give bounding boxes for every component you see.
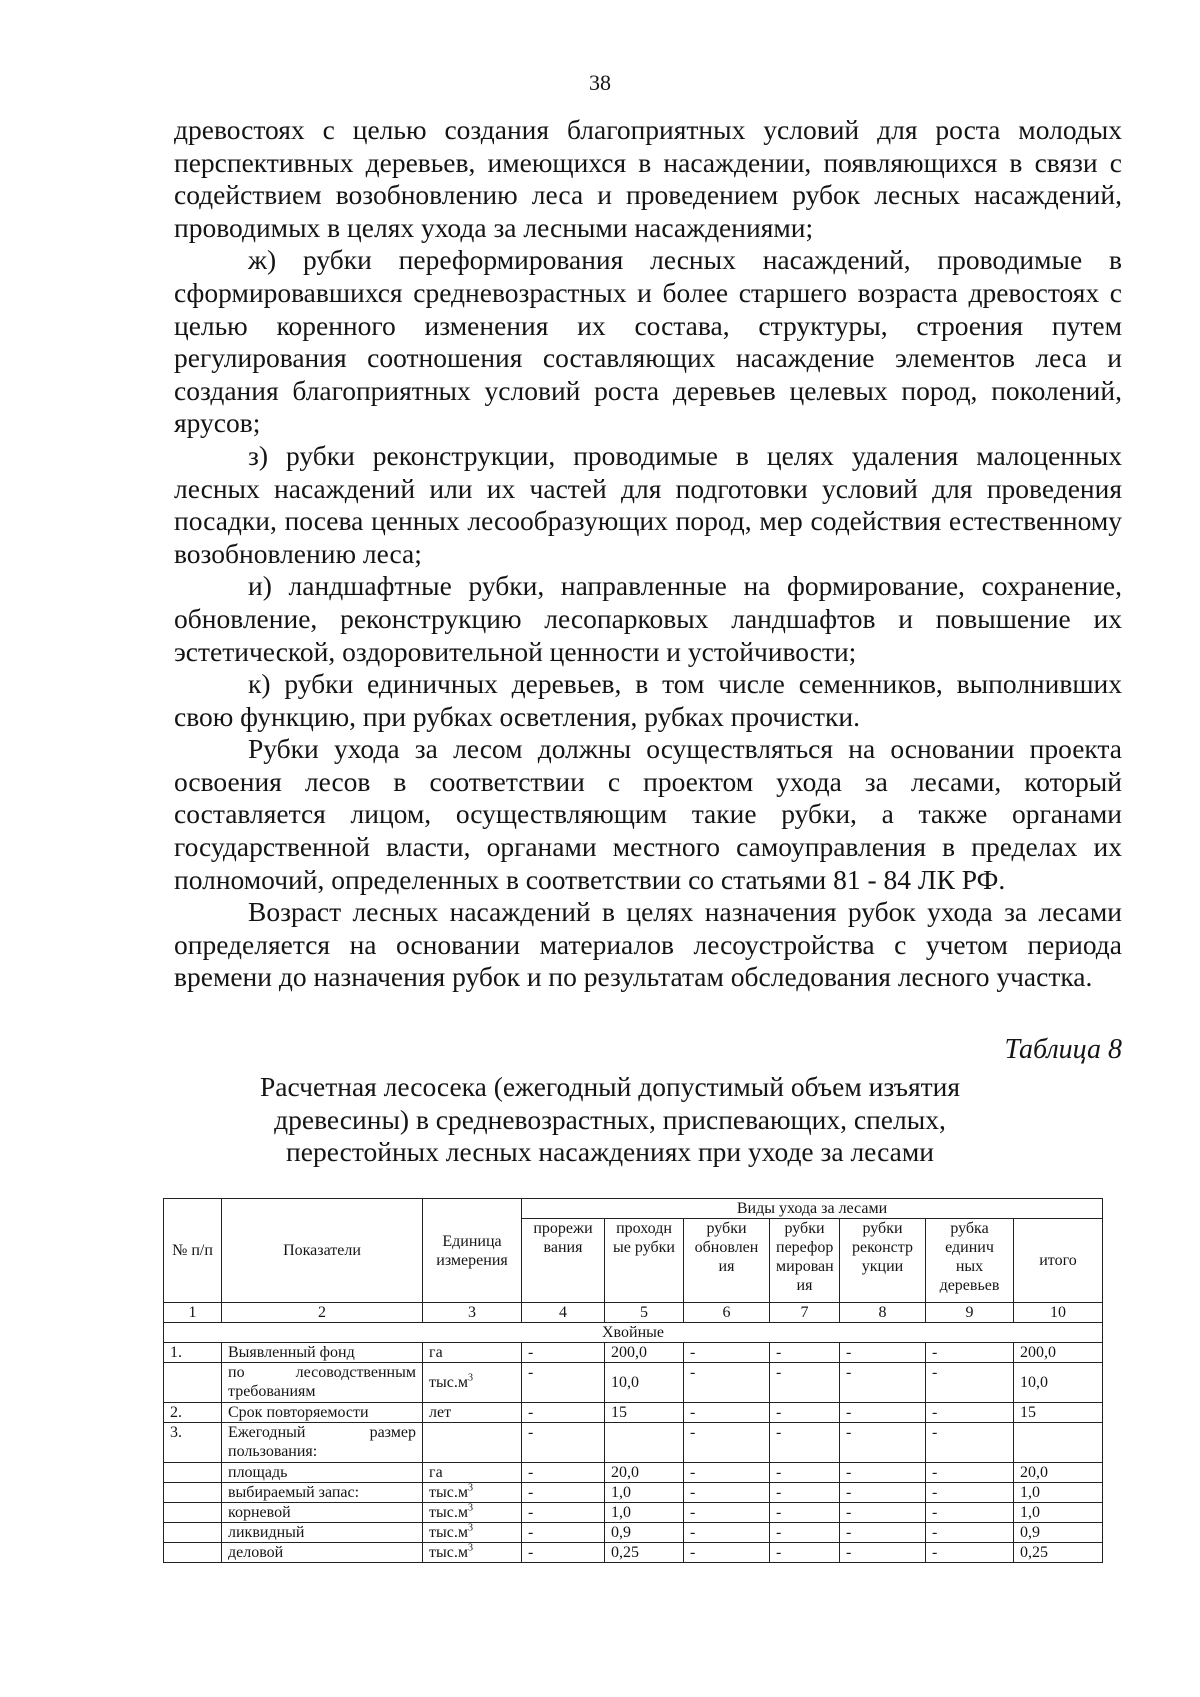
row-value: 0,9 bbox=[605, 1523, 684, 1543]
col-number: 3 bbox=[423, 1303, 522, 1323]
row-value: - bbox=[522, 1543, 605, 1563]
row-indicator bbox=[222, 1403, 423, 1423]
row-unit-text: тыс.м bbox=[429, 1544, 468, 1561]
header-type: прорежи вания bbox=[522, 1219, 605, 1303]
col-number: 6 bbox=[684, 1303, 770, 1323]
row-value: - bbox=[926, 1483, 1014, 1503]
row-value: - bbox=[522, 1403, 605, 1423]
row-value: - bbox=[926, 1423, 1014, 1463]
row-value: 1,0 bbox=[1014, 1483, 1103, 1503]
col-number: 2 bbox=[222, 1303, 423, 1323]
row-indicator-text: площадь bbox=[228, 1464, 288, 1481]
unit-superscript: 3 bbox=[467, 1502, 473, 1514]
row-value: - bbox=[522, 1363, 605, 1403]
row-indicator-text: по лесоводственным требованиям bbox=[228, 1364, 416, 1400]
row-value: - bbox=[926, 1543, 1014, 1563]
table-row bbox=[164, 1423, 1103, 1463]
row-indicator-text: деловой bbox=[228, 1544, 284, 1561]
row-value: - bbox=[684, 1343, 770, 1363]
row-unit bbox=[423, 1423, 522, 1463]
row-value: - bbox=[522, 1343, 605, 1363]
row-value: 15 bbox=[1014, 1403, 1103, 1423]
col-number: 8 bbox=[840, 1303, 926, 1323]
section-row bbox=[164, 1323, 1103, 1343]
row-value: - bbox=[770, 1543, 840, 1563]
row-unit bbox=[423, 1463, 522, 1483]
row-value: - bbox=[926, 1343, 1014, 1363]
row-num bbox=[164, 1503, 222, 1523]
header-type-total: итого bbox=[1014, 1219, 1103, 1303]
row-num bbox=[164, 1523, 222, 1543]
row-value: - bbox=[840, 1503, 926, 1523]
paragraph: з) рубки реконструкции, проводимые в целях удаления малоценных лесных насаждений или их частей для подготовки условий для проведения посадки, посева ценных лесообразующих пород, мер содействия естественному возобновлению леса; bbox=[174, 439, 1122, 569]
row-indicator-text: Выявленный фонд bbox=[228, 1344, 355, 1361]
row-value: - bbox=[926, 1403, 1014, 1423]
row-value: 200,0 bbox=[605, 1343, 684, 1363]
row-unit-text: га bbox=[429, 1344, 443, 1361]
row-value: - bbox=[840, 1343, 926, 1363]
col-number: 7 bbox=[770, 1303, 840, 1323]
paragraph: Возраст лесных насаждений в целях назначения рубок ухода за лесами определяется на основании материалов лесоустройства с учетом периода времени до назначения рубок и по результатам обследования лесного участка. bbox=[174, 896, 1122, 993]
row-num bbox=[164, 1543, 222, 1563]
row-value: 200,0 bbox=[1014, 1343, 1103, 1363]
row-indicator bbox=[222, 1483, 423, 1503]
table-row bbox=[164, 1403, 1103, 1423]
row-value: - bbox=[684, 1543, 770, 1563]
row-value: - bbox=[926, 1523, 1014, 1543]
row-indicator-text: Ежегодный размер пользования: bbox=[228, 1424, 416, 1460]
row-value: - bbox=[926, 1463, 1014, 1483]
row-value: - bbox=[770, 1343, 840, 1363]
header-type: рубка единич ных деревьев bbox=[926, 1219, 1014, 1303]
row-num: 3. bbox=[164, 1423, 222, 1463]
header-type: рубки обновлен ия bbox=[684, 1219, 770, 1303]
row-num bbox=[164, 1463, 222, 1483]
row-value: - bbox=[770, 1503, 840, 1523]
row-value: - bbox=[840, 1483, 926, 1503]
row-unit bbox=[423, 1403, 522, 1423]
row-value bbox=[1014, 1423, 1103, 1463]
unit-superscript: 3 bbox=[467, 1372, 473, 1384]
paragraph: и) ландшафтные рубки, направленные на формирование, сохранение, обновление, реконструкцию лесопарковых ландшафтов и повышение их эстетической, оздоровительной ценности и устойчивости; bbox=[174, 570, 1122, 667]
row-value: - bbox=[684, 1403, 770, 1423]
row-num bbox=[164, 1363, 222, 1403]
row-indicator bbox=[222, 1523, 423, 1543]
table-row bbox=[164, 1343, 1103, 1363]
row-value: 0,9 bbox=[1014, 1523, 1103, 1543]
row-unit-text: га bbox=[429, 1464, 443, 1481]
row-value: - bbox=[840, 1523, 926, 1543]
table-row bbox=[164, 1483, 1103, 1503]
row-value: - bbox=[770, 1403, 840, 1423]
row-unit bbox=[423, 1543, 522, 1563]
row-unit bbox=[423, 1363, 522, 1403]
row-indicator bbox=[222, 1363, 423, 1403]
row-unit bbox=[423, 1343, 522, 1363]
row-indicator-text: Срок повторяемости bbox=[228, 1404, 369, 1421]
row-indicator bbox=[222, 1463, 423, 1483]
paragraph: древостоях с целью создания благоприятных условий для роста молодых перспективных деревьев, имеющихся в насаждении, появляющихся в связи с содействием возобновлению леса и проведением рубок лесных насаждений, проводимых в целях ухода за лесными насаждениями; bbox=[174, 114, 1122, 243]
col-number: 10 bbox=[1014, 1303, 1103, 1323]
row-value: - bbox=[522, 1463, 605, 1483]
paragraph: Рубки ухода за лесом должны осуществляться на основании проекта освоения лесов в соответствии с проектом ухода за лесами, который составляется лицом, осуществляющим такие рубки, а также органами государственной власти, органами местного самоуправления в пределах их полномочий, определенных в соответствии со статьями 81 - 84 ЛК РФ. bbox=[174, 733, 1122, 895]
table-label: Таблица 8 bbox=[1004, 1034, 1122, 1065]
row-value: - bbox=[840, 1423, 926, 1463]
header-type: проходн ые рубки bbox=[605, 1219, 684, 1303]
row-num: 1. bbox=[164, 1343, 222, 1363]
row-value: - bbox=[684, 1523, 770, 1543]
col-number: 4 bbox=[522, 1303, 605, 1323]
row-indicator bbox=[222, 1543, 423, 1563]
row-unit-text: тыс.м bbox=[429, 1504, 468, 1521]
row-value: - bbox=[522, 1523, 605, 1543]
row-value: - bbox=[522, 1423, 605, 1463]
table-row bbox=[164, 1503, 1103, 1523]
row-value bbox=[605, 1423, 684, 1463]
row-value: - bbox=[684, 1363, 770, 1403]
unit-superscript: 3 bbox=[467, 1542, 473, 1554]
row-unit bbox=[423, 1483, 522, 1503]
unit-superscript: 3 bbox=[467, 1522, 473, 1534]
unit-superscript: 3 bbox=[467, 1482, 473, 1494]
table-header-row bbox=[164, 1199, 1103, 1219]
header-type: рубки реконстр укции bbox=[840, 1219, 926, 1303]
allowable-cut-table bbox=[163, 1198, 1103, 1563]
row-value: - bbox=[770, 1523, 840, 1543]
header-group: Виды ухода за лесами bbox=[522, 1199, 1103, 1219]
row-value: - bbox=[522, 1503, 605, 1523]
row-value: - bbox=[840, 1543, 926, 1563]
page-number: 38 bbox=[589, 70, 611, 95]
row-value: 1,0 bbox=[1014, 1503, 1103, 1523]
row-unit-text: тыс.м bbox=[429, 1484, 468, 1501]
row-value: 20,0 bbox=[605, 1463, 684, 1483]
row-value: - bbox=[770, 1463, 840, 1483]
row-unit-text: тыс.м bbox=[429, 1524, 468, 1541]
row-num bbox=[164, 1483, 222, 1503]
row-value: 15 bbox=[605, 1403, 684, 1423]
row-indicator bbox=[222, 1343, 423, 1363]
header-num: № п/п bbox=[164, 1199, 222, 1303]
table-title: Расчетная лесосека (ежегодный допустимый объем изъятия древесины) в средневозрастных, приспевающих, спелых, перестойных лесных насаждениях при уходе за лесами bbox=[260, 1071, 960, 1168]
row-value: - bbox=[770, 1483, 840, 1503]
row-value: - bbox=[522, 1483, 605, 1503]
row-value: - bbox=[770, 1423, 840, 1463]
table-body bbox=[164, 1343, 1103, 1563]
row-value: 1,0 bbox=[605, 1483, 684, 1503]
row-value: - bbox=[840, 1463, 926, 1483]
header-type: рубки перефор мирован ия bbox=[770, 1219, 840, 1303]
row-value: 0,25 bbox=[1014, 1543, 1103, 1563]
row-value: 10,0 bbox=[1014, 1363, 1103, 1403]
row-indicator bbox=[222, 1423, 423, 1463]
col-number: 5 bbox=[605, 1303, 684, 1323]
row-value: 20,0 bbox=[1014, 1463, 1103, 1483]
row-value: - bbox=[840, 1403, 926, 1423]
row-value: - bbox=[840, 1363, 926, 1403]
row-value: - bbox=[684, 1483, 770, 1503]
row-unit-text: тыс.м bbox=[429, 1374, 468, 1391]
row-indicator-text: выбираемый запас: bbox=[228, 1484, 360, 1501]
row-value: - bbox=[684, 1503, 770, 1523]
row-unit bbox=[423, 1503, 522, 1523]
header-indicator: Показатели bbox=[222, 1199, 423, 1303]
row-value: 1,0 bbox=[605, 1503, 684, 1523]
row-value: - bbox=[770, 1363, 840, 1403]
row-value: - bbox=[684, 1423, 770, 1463]
paragraph: к) рубки единичных деревьев, в том числе семенников, выполнивших свою функцию, при рубках осветления, рубках прочистки. bbox=[174, 668, 1122, 732]
table-row bbox=[164, 1523, 1103, 1543]
section-title: Хвойные bbox=[164, 1323, 1103, 1343]
row-value: - bbox=[926, 1363, 1014, 1403]
col-number: 9 bbox=[926, 1303, 1014, 1323]
col-number: 1 bbox=[164, 1303, 222, 1323]
row-indicator-text: корневой bbox=[228, 1504, 291, 1521]
row-value: 0,25 bbox=[605, 1543, 684, 1563]
body-text bbox=[174, 114, 1122, 994]
header-unit: Единица измерения bbox=[423, 1199, 522, 1303]
row-unit-text: лет bbox=[429, 1404, 452, 1421]
table-row bbox=[164, 1543, 1103, 1563]
row-value: 10,0 bbox=[605, 1363, 684, 1403]
row-value: - bbox=[926, 1503, 1014, 1523]
row-indicator-text: ликвидный bbox=[228, 1524, 305, 1541]
column-number-row bbox=[164, 1303, 1103, 1323]
row-indicator bbox=[222, 1503, 423, 1523]
row-value: - bbox=[684, 1463, 770, 1483]
table-row bbox=[164, 1463, 1103, 1483]
table-row bbox=[164, 1363, 1103, 1403]
row-num: 2. bbox=[164, 1403, 222, 1423]
row-unit bbox=[423, 1523, 522, 1543]
paragraph: ж) рубки переформирования лесных насаждений, проводимые в сформировавшихся средневозрастных и более старшего возраста древостоях с целью коренного изменения их состава, структуры, строения путем регулирования соотношения составляющих насаждение элементов леса и создания благоприятных условий роста деревьев целевых пород, поколений, ярусов; bbox=[174, 244, 1122, 439]
